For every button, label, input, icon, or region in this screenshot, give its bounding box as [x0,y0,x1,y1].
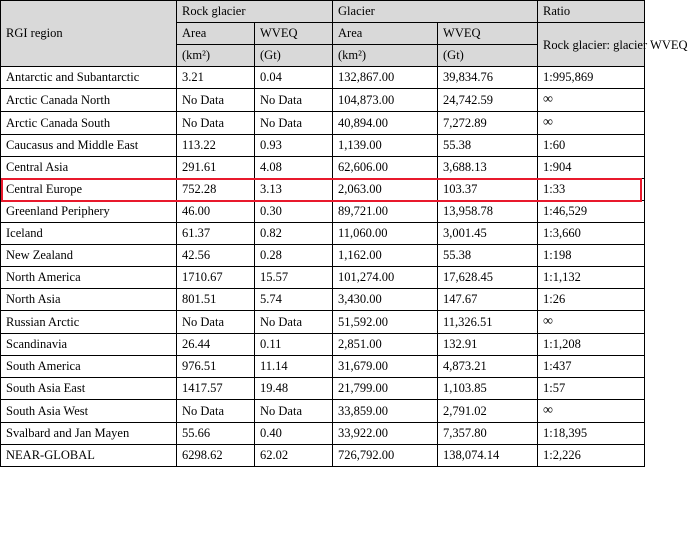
cell-region: Caucasus and Middle East [1,135,177,157]
cell-ratio: 1:57 [538,378,645,400]
cell-glacier-area: 2,851.00 [333,334,438,356]
cell-region: NEAR-GLOBAL [1,445,177,467]
cell-glacier-wveq: 103.37 [438,179,538,201]
table-row [1,245,645,267]
cell-ratio: 1:995,869 [538,67,645,89]
cell-glacier-area: 62,606.00 [333,157,438,179]
cell-glacier-area: 40,894.00 [333,112,438,135]
cell-rock-glacier-wveq: No Data [255,400,333,423]
cell-region: South Asia West [1,400,177,423]
group-header-row [1,1,645,23]
cell-glacier-wveq: 4,873.21 [438,356,538,378]
cell-rock-glacier-area: No Data [177,112,255,135]
cell-glacier-area: 726,792.00 [333,445,438,467]
cell-ratio [538,112,645,135]
cell-rock-glacier-area: 26.44 [177,334,255,356]
cell-ratio: 1:198 [538,245,645,267]
cell-rock-glacier-area: 55.66 [177,423,255,445]
cell-glacier-wveq: 13,958.78 [438,201,538,223]
cell-region: Greenland Periphery [1,201,177,223]
table-row-total [1,445,645,467]
cell-glacier-area: 3,430.00 [333,289,438,311]
cell-rock-glacier-wveq: No Data [255,311,333,334]
column-header-glacier-area: Area [333,23,438,45]
cell-region: South America [1,356,177,378]
cell-ratio: 1:18,395 [538,423,645,445]
cell-glacier-wveq: 2,791.02 [438,400,538,423]
table-row [1,89,645,112]
cell-rock-glacier-wveq: 0.04 [255,67,333,89]
cell-ratio [538,311,645,334]
cell-rock-glacier-wveq: 11.14 [255,356,333,378]
unit-rock-glacier-wveq: (Gt) [255,45,333,67]
table-row [1,356,645,378]
cell-glacier-wveq: 55.38 [438,135,538,157]
cell-rock-glacier-wveq: No Data [255,89,333,112]
cell-glacier-wveq: 138,074.14 [438,445,538,467]
infinity-symbol: ∞ [543,115,553,130]
infinity-symbol: ∞ [543,92,553,107]
cell-glacier-area: 1,162.00 [333,245,438,267]
cell-rock-glacier-area: No Data [177,89,255,112]
cell-rock-glacier-area: 1417.57 [177,378,255,400]
cell-ratio [538,89,645,112]
cell-glacier-wveq: 17,628.45 [438,267,538,289]
cell-glacier-area: 101,274.00 [333,267,438,289]
cell-glacier-area: 2,063.00 [333,179,438,201]
cell-rock-glacier-area: 1710.67 [177,267,255,289]
cell-rock-glacier-wveq: 0.11 [255,334,333,356]
table-row [1,334,645,356]
cell-glacier-wveq: 7,272.89 [438,112,538,135]
cell-rock-glacier-area: 3.21 [177,67,255,89]
table-row [1,267,645,289]
cell-rock-glacier-area: 752.28 [177,179,255,201]
cell-ratio: 1:1,208 [538,334,645,356]
cell-glacier-area: 104,873.00 [333,89,438,112]
column-header-ratio-description: Rock glacier: glacier WVEQ [538,23,645,67]
cell-glacier-area: 89,721.00 [333,201,438,223]
cell-ratio [538,400,645,423]
cell-region: Russian Arctic [1,311,177,334]
cell-glacier-wveq: 3,688.13 [438,157,538,179]
table-row [1,157,645,179]
cell-ratio: 1:3,660 [538,223,645,245]
cell-glacier-area: 31,679.00 [333,356,438,378]
cell-glacier-wveq: 39,834.76 [438,67,538,89]
unit-rock-glacier-area: (km²) [177,45,255,67]
cell-rock-glacier-wveq: 0.82 [255,223,333,245]
cell-rock-glacier-wveq: 0.30 [255,201,333,223]
table-row [1,67,645,89]
column-header-glacier-wveq: WVEQ [438,23,538,45]
table-row [1,311,645,334]
cell-rock-glacier-area: No Data [177,311,255,334]
table-row [1,289,645,311]
cell-rock-glacier-area: 6298.62 [177,445,255,467]
cell-glacier-wveq: 132.91 [438,334,538,356]
group-header-ratio: Ratio [538,1,645,23]
cell-region: Central Asia [1,157,177,179]
cell-glacier-wveq: 3,001.45 [438,223,538,245]
cell-glacier-wveq: 147.67 [438,289,538,311]
cell-rock-glacier-area: 801.51 [177,289,255,311]
cell-rock-glacier-area: 61.37 [177,223,255,245]
cell-glacier-area: 21,799.00 [333,378,438,400]
table-row [1,179,645,201]
cell-glacier-wveq: 1,103.85 [438,378,538,400]
cell-rock-glacier-area: 976.51 [177,356,255,378]
cell-region: Central Europe [1,179,177,201]
cell-region: Scandinavia [1,334,177,356]
cell-ratio: 1:46,529 [538,201,645,223]
cell-ratio: 1:904 [538,157,645,179]
cell-glacier-wveq: 7,357.80 [438,423,538,445]
cell-region: South Asia East [1,378,177,400]
cell-region: Iceland [1,223,177,245]
column-header-rock-glacier-area: Area [177,23,255,45]
column-header-rgi-region: RGI region [1,1,177,67]
cell-rock-glacier-wveq: 19.48 [255,378,333,400]
unit-glacier-wveq: (Gt) [438,45,538,67]
cell-region: Arctic Canada South [1,112,177,135]
cell-glacier-area: 33,859.00 [333,400,438,423]
infinity-symbol: ∞ [543,314,553,329]
cell-ratio: 1:437 [538,356,645,378]
table-head [1,1,688,67]
cell-glacier-wveq: 55.38 [438,245,538,267]
cell-glacier-area: 132,867.00 [333,67,438,89]
cell-region: North Asia [1,289,177,311]
cell-rock-glacier-area: No Data [177,400,255,423]
cell-rock-glacier-area: 291.61 [177,157,255,179]
cell-rock-glacier-wveq: 0.28 [255,245,333,267]
unit-glacier-area: (km²) [333,45,438,67]
table-row [1,112,645,135]
cell-region: Antarctic and Subantarctic [1,67,177,89]
cell-region: New Zealand [1,245,177,267]
cell-rock-glacier-area: 113.22 [177,135,255,157]
table-row [1,378,645,400]
cell-rock-glacier-wveq: 62.02 [255,445,333,467]
cell-rock-glacier-wveq: 15.57 [255,267,333,289]
cell-glacier-area: 51,592.00 [333,311,438,334]
column-header-rock-glacier-wveq: WVEQ [255,23,333,45]
cell-rock-glacier-area: 42.56 [177,245,255,267]
group-header-rock-glacier: Rock glacier [177,1,333,23]
cell-glacier-area: 11,060.00 [333,223,438,245]
group-header-glacier: Glacier [333,1,538,23]
cell-region: North America [1,267,177,289]
cell-ratio: 1:26 [538,289,645,311]
cell-rock-glacier-wveq: 3.13 [255,179,333,201]
cell-ratio: 1:1,132 [538,267,645,289]
table-body [1,67,645,467]
table-row [1,201,645,223]
table-row [1,423,645,445]
cell-glacier-area: 1,139.00 [333,135,438,157]
cell-rock-glacier-wveq: 0.93 [255,135,333,157]
cell-rock-glacier-area: 46.00 [177,201,255,223]
cell-ratio: 1:2,226 [538,445,645,467]
cell-rock-glacier-wveq: No Data [255,112,333,135]
cell-rock-glacier-wveq: 5.74 [255,289,333,311]
cell-rock-glacier-wveq: 4.08 [255,157,333,179]
table-row [1,400,645,423]
cell-region: Arctic Canada North [1,89,177,112]
cell-region: Svalbard and Jan Mayen [1,423,177,445]
cell-glacier-wveq: 24,742.59 [438,89,538,112]
table-row [1,135,645,157]
table-row [1,223,645,245]
cell-ratio: 1:33 [538,179,645,201]
cell-glacier-wveq: 11,326.51 [438,311,538,334]
cell-ratio: 1:60 [538,135,645,157]
cell-glacier-area: 33,922.00 [333,423,438,445]
infinity-symbol: ∞ [543,403,553,418]
cell-rock-glacier-wveq: 0.40 [255,423,333,445]
